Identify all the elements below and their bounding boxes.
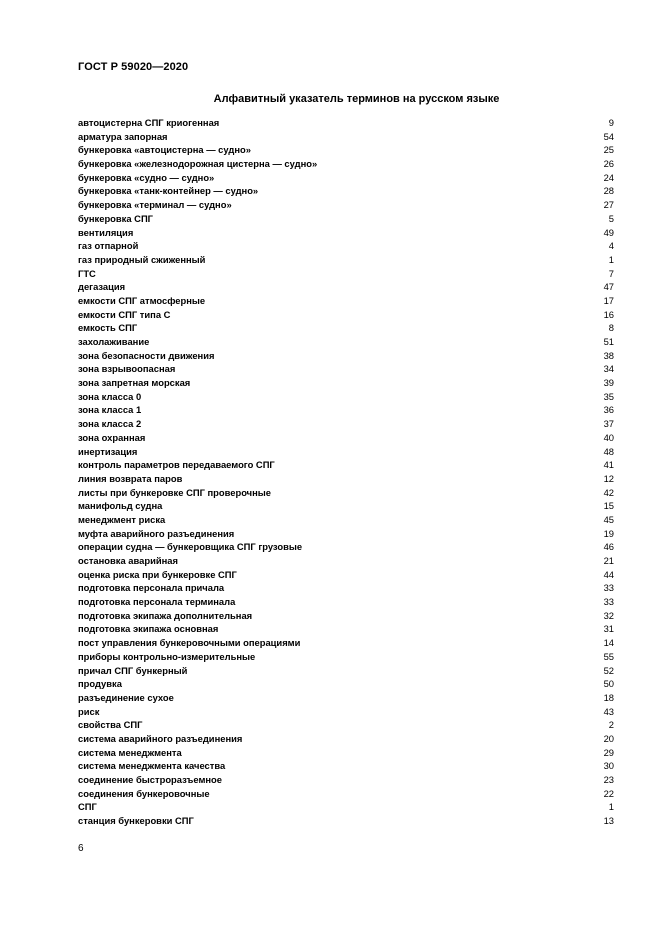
index-term-reference: 16 [603,308,614,320]
index-entry [78,595,614,609]
index-entry [78,691,614,705]
index-term-reference: 5 [608,212,614,224]
index-entry [78,116,614,130]
index-term-reference: 27 [603,199,614,211]
index-term: газ отпарной [78,240,139,252]
index-entry [78,527,614,541]
index-entry [78,609,614,623]
index-entry [78,445,614,459]
index-term: емкости СПГ типа С [78,308,171,320]
index-term: зона класса 0 [78,390,142,402]
index-term-reference: 37 [603,418,614,430]
index-term: листы при бункеровке СПГ проверочные [78,486,272,498]
index-term: станция бункеровки СПГ [78,815,194,827]
index-entry [78,664,614,678]
index-term-reference: 55 [603,650,614,662]
index-term-reference: 50 [603,678,614,690]
index-term: бункеровка «железнодорожная цистерна — судно» [78,158,318,170]
index-term: подготовка экипажа дополнительная [78,609,253,621]
index-entry [78,554,614,568]
index-entry [78,732,614,746]
index-term: операции судна — бункеровщика СПГ грузовые [78,541,303,553]
index-term: бункеровка СПГ [78,212,153,224]
index-term: подготовка персонала причала [78,582,225,594]
index-entry [78,212,614,226]
index-entry [78,568,614,582]
index-term-reference: 33 [603,582,614,594]
index-term-reference: 28 [603,185,614,197]
index-term: автоцистерна СПГ криогенная [78,117,220,128]
index-term: зона класса 1 [78,404,142,416]
index-entry [78,308,614,322]
index-entry [78,349,614,363]
index-term: соединение быстроразъемное [78,774,222,785]
index-entry [78,472,614,486]
index-term: инертизация [78,445,138,457]
index-term: подготовка персонала терминала [78,596,236,608]
index-entry [78,705,614,719]
index-entry [78,718,614,732]
index-term: остановка аварийная [78,555,178,566]
index-term: линия возврата паров [78,472,183,484]
index-entry [78,417,614,431]
index-term-reference: 8 [608,322,614,334]
index-entry [78,746,614,760]
index-term: система менеджмента [78,746,182,758]
index-entry [78,759,614,773]
index-term-reference: 47 [603,281,614,293]
index-term: система менеджмента качества [78,760,226,772]
index-entry [78,321,614,335]
index-term-reference: 24 [603,171,614,183]
index-term-reference: 49 [603,226,614,238]
index-term-reference: 41 [603,459,614,471]
index-entry [78,650,614,664]
index-term-reference: 44 [603,568,614,580]
index-term: бункеровка «терминал — судно» [78,199,232,211]
index-term: менеджмент риска [78,513,166,525]
index-entry [78,280,614,294]
index-term-reference: 18 [603,691,614,703]
index-term-reference: 14 [603,637,614,649]
index-entry [78,636,614,650]
index-term: зона охранная [78,431,146,443]
index-term: оценка риска при бункеровке СПГ [78,568,237,580]
index-entry [78,184,614,198]
index-term: пост управления бункеровочными операциями [78,637,301,649]
index-term-reference: 45 [603,513,614,525]
index-term-reference: 23 [603,774,614,785]
index-entry [78,157,614,171]
index-entry [78,376,614,390]
index-entry [78,390,614,404]
index-entry [78,239,614,253]
index-term: продувка [78,678,122,690]
page-number: 6 [78,843,84,854]
index-entry [78,431,614,445]
index-term: контроль параметров передаваемого СПГ [78,459,275,471]
index-term-reference: 20 [603,732,614,744]
index-term: зона безопасности движения [78,349,215,361]
index-term: дегазация [78,281,126,293]
index-term-reference: 19 [603,527,614,539]
index-term: зона взрывоопасная [78,363,176,375]
document-header: ГОСТ Р 59020—2020 [78,61,189,73]
index-term-reference: 2 [608,719,614,731]
index-entry [78,787,614,801]
index-term: зона запретная морская [78,377,191,389]
term-index-list [78,116,614,828]
index-term: риск [78,705,100,717]
index-term-reference: 30 [603,760,614,772]
index-term-reference: 7 [608,267,614,279]
index-term: вентиляция [78,226,134,238]
index-term-reference: 52 [603,664,614,676]
index-term-reference: 21 [603,555,614,566]
index-term: зона класса 2 [78,418,142,430]
index-entry [78,581,614,595]
index-term-reference: 25 [603,144,614,156]
index-term-reference: 43 [603,705,614,717]
index-term-reference: 51 [603,336,614,347]
index-term: ГТС [78,267,96,279]
index-term: емкость СПГ [78,322,138,334]
index-term-reference: 54 [603,130,614,142]
index-term-reference: 38 [603,349,614,361]
index-entry [78,198,614,212]
index-term-reference: 13 [603,815,614,827]
index-term: муфта аварийного разъединения [78,527,235,539]
index-term-reference: 39 [603,377,614,389]
index-term-reference: 32 [603,609,614,621]
index-term-reference: 46 [603,541,614,553]
index-entry [78,486,614,500]
index-entry [78,800,614,814]
index-entry [78,458,614,472]
index-term-reference: 33 [603,596,614,608]
index-term: захолаживание [78,336,150,347]
index-term: газ природный сжиженный [78,253,206,265]
index-term-reference: 29 [603,746,614,758]
index-term: разъединение сухое [78,691,174,703]
index-term-reference: 26 [603,158,614,170]
index-term: подготовка экипажа основная [78,623,219,635]
index-term-reference: 12 [603,472,614,484]
index-term-reference: 4 [608,240,614,252]
index-term: СПГ [78,801,97,813]
index-term-reference: 1 [608,801,614,813]
index-term-reference: 42 [603,486,614,498]
index-term: арматура запорная [78,130,168,142]
index-entry [78,814,614,828]
index-term: свойства СПГ [78,719,143,731]
page-title-text: Алфавитный указатель терминов на русском языке [213,93,500,105]
index-entry [78,226,614,240]
index-term: бункеровка «танк-контейнер — судно» [78,185,259,197]
index-entry [78,540,614,554]
index-entry [78,362,614,376]
index-entry [78,335,614,349]
index-entry [78,253,614,267]
index-term-reference: 31 [603,623,614,635]
index-term: емкости СПГ атмосферные [78,294,206,306]
index-term-reference: 35 [603,390,614,402]
index-term: бункеровка «судно — судно» [78,171,215,183]
index-entry [78,294,614,308]
index-term: причал СПГ бункерный [78,664,188,676]
index-entry [78,130,614,144]
index-term-reference: 15 [603,500,614,512]
index-term-reference: 1 [608,253,614,265]
index-entry [78,171,614,185]
index-term: приборы контрольно-измерительные [78,650,256,662]
index-term-reference: 40 [603,431,614,443]
index-term: соединения бункеровочные [78,787,210,799]
index-term-reference: 17 [603,294,614,306]
index-term-reference: 22 [603,787,614,799]
index-entry [78,773,614,787]
index-entry [78,513,614,527]
index-entry [78,677,614,691]
index-entry [78,499,614,513]
page-title [0,93,661,105]
index-term: бункеровка «автоцистерна — судно» [78,144,251,156]
index-term-reference: 9 [608,117,614,128]
index-term: система аварийного разъединения [78,732,243,744]
index-entry [78,143,614,157]
index-entry [78,403,614,417]
index-entry [78,622,614,636]
index-term-reference: 36 [603,404,614,416]
index-term-reference: 48 [603,445,614,457]
index-entry [78,267,614,281]
index-term: манифольд судна [78,500,163,512]
index-term-reference: 34 [603,363,614,375]
